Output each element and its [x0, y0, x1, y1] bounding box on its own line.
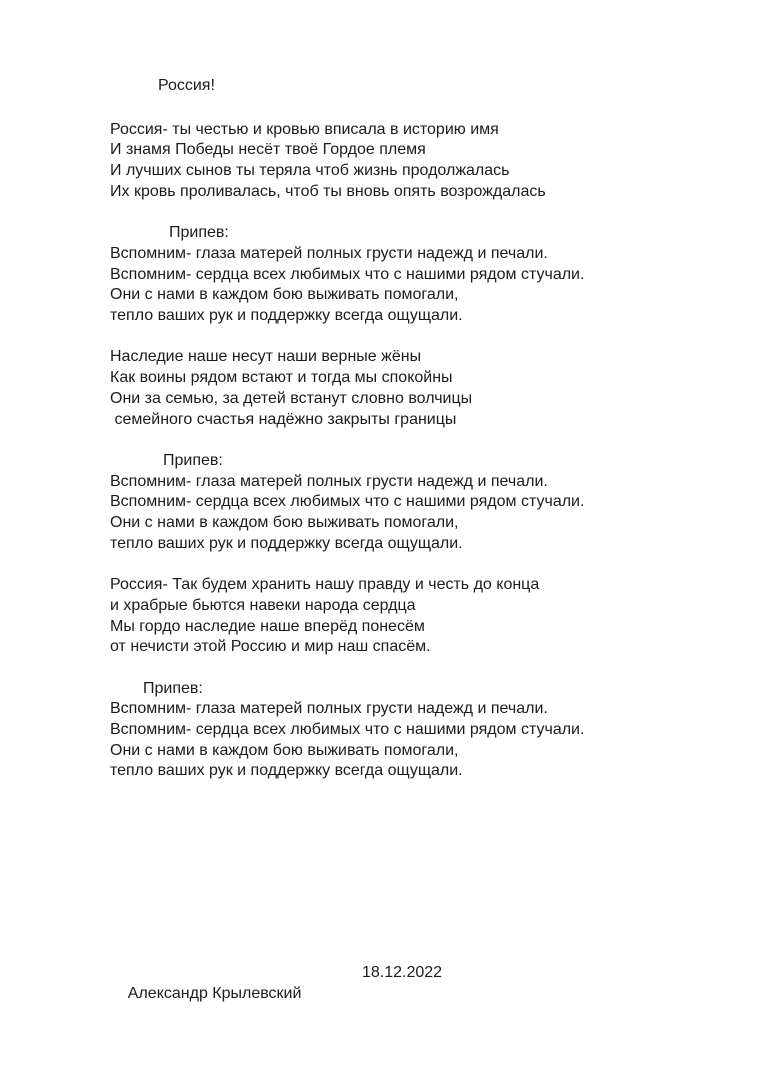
lyric-line: Вспомним- сердца всех любимых что с нашими рядом стучали. — [110, 265, 585, 283]
lyric-line: Россия- Так будем хранить нашу правду и честь до конца — [110, 576, 540, 594]
lyric-line: И лучших сынов ты теряла чтоб жизнь продолжалась — [110, 162, 510, 180]
lyric-line: Вспомним- сердца всех любимых что с нашими рядом стучали. — [110, 721, 585, 739]
verse-3 — [110, 575, 738, 658]
lyric-line: Вспомним- сердца всех любимых что с нашими рядом стучали. — [110, 493, 585, 511]
spacer — [110, 430, 738, 451]
spacer — [110, 97, 738, 120]
song-title: Россия! — [158, 77, 215, 94]
spacer — [110, 203, 738, 224]
lyric-line: Наследие наше несут наши верные жёны — [110, 348, 422, 366]
lyric-line: Они с нами в каждом бою выживать помогали, — [110, 286, 459, 304]
chorus-3 — [110, 679, 738, 783]
chorus-label: Припев: — [169, 224, 229, 242]
chorus-2 — [110, 451, 738, 555]
chorus-label: Припев: — [163, 451, 223, 469]
spacer — [110, 658, 738, 679]
lyric-line: тепло ваших рук и поддержку всегда ощущали. — [110, 307, 463, 325]
spacer — [110, 327, 738, 348]
lyric-line: Они за семью, за детей встанут словно волчицы — [110, 389, 473, 407]
lyric-line: от нечисти этой Россию и мир наш спасём. — [110, 638, 431, 656]
lyric-line: и храбрые бьются навеки народа сердца — [110, 596, 416, 614]
lyric-line: тепло ваших рук и поддержку всегда ощущали. — [110, 762, 463, 780]
lyric-line: Их кровь проливалась, чтоб ты вновь опять возрождалась — [110, 182, 546, 200]
lyric-line: Россия- ты честью и кровью вписала в историю имя — [110, 120, 499, 138]
verse-2 — [110, 347, 738, 430]
spacer — [110, 554, 738, 575]
lyric-line: тепло ваших рук и поддержку всегда ощущали. — [110, 534, 463, 552]
lyric-line: Мы гордо наследие наше вперёд понесём — [110, 617, 425, 635]
chorus-label: Припев: — [143, 679, 203, 697]
document-date: 18.12.2022 — [362, 964, 443, 981]
lyric-line: семейного счастья надёжно закрыты границы — [110, 410, 457, 428]
verse-1 — [110, 120, 738, 203]
chorus-1 — [110, 223, 738, 327]
lyric-line: Вспомним- глаза матерей полных грусти надежд и печали. — [110, 244, 548, 262]
lyric-line: Вспомним- глаза матерей полных грусти надежд и печали. — [110, 472, 548, 490]
document-footer — [110, 963, 768, 1046]
author-name: Александр Крылевский — [127, 984, 302, 1002]
lyric-line: И знамя Победы несёт твоё Гордое племя — [110, 141, 426, 159]
lyric-line: Как воины рядом встают и тогда мы спокойны — [110, 369, 453, 387]
lyrics-content — [110, 76, 738, 782]
lyric-line: Вспомним- глаза матерей полных грусти надежд и печали. — [110, 700, 548, 718]
lyric-line: Они с нами в каждом бою выживать помогали, — [110, 514, 459, 532]
lyric-line: Они с нами в каждом бою выживать помогали, — [110, 741, 459, 759]
